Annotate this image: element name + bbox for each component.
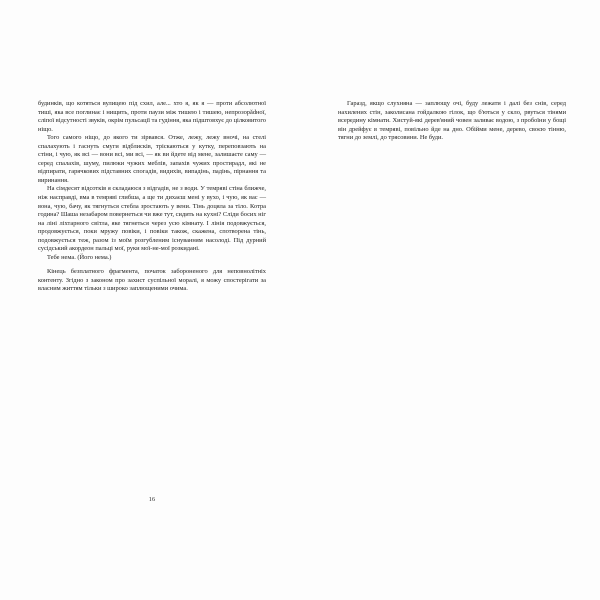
paragraph: Гаразд, якщо слухняна — заплющу очі, буду лежати і далі без снів, серед нахилених стін, заколисана гойдалкою гілок, що б'ються у скло, рвуться тінями всередину кімнати. Хистуй-які дерев'яний човен заливає водою, з пробоїни у бощі він дрейфує в темряві, повільно йде на дно. Обійми мене, дерево, своєю тінню, тягни до землі, до трясовини. Не буди. — [338, 100, 566, 142]
two-column-text-spread — [0, 100, 600, 294]
paragraph: На сімдесят відсотків я складаюся з відгадів, не з води. У темряві стіна ближче, ніж насправді, вма в темряві глибша, а ще ти дихаєш мені у вухо, і чую, як вас — вона, чую, бачу, як тягнуться стебла зростають у вени. Тінь доцяла за тіло. Котра година? Шаша незабаром повернеться чи вже тут, сидить на кухні? Сліди босих ніг на ліні ліхтарного світла, яке тягнеться через усю кімнату. І лінія подовжується, продовжується, поки мружу повіки, і повіки також, скажена, спотворена тінь, подовжується теж, разом із моїм розгубленим існуванням насолоді. Під дурний сусідський акордеон пальці мої, руки мої-не-мої розкидані. — [38, 185, 266, 253]
paragraph: Кінець безплатного фрагмента, початок забороненого для неповнолітніх контенту. Згідно з законом про захист суспільної моралі, я можу спостерігати за власним життям тільки з широко заплющеними очима. — [38, 268, 266, 293]
right-text-column — [338, 100, 566, 294]
paragraph: будинків, що котяться вулицею під схил, але... хто я, як я — проти абсолютної тиші, яка все поглинає і нищить, проти паузи між тишею і тишею, непрозорădної, сліпої відсутності звуків, окрім пульсації та гудіння, яка підштовхує до цілковитого ніщо. — [38, 100, 266, 133]
page-number: 16 — [148, 496, 156, 503]
paragraph: Того самого ніщо, до якого ти зірвався. Отже, лежу, лежу вночі, на стелі спалахують і гаснуть смуги відблисків, тріскаються у кутку, переповзають на стіни, і чую, як всі — вони всі, ми всі, — як ви йдете від мене, залишаєте саму — серед спалахів, шуму, пилюки чужих меблів, запахів чужих простирадл, які не відпирати, гарячкових підставних спогадів, видихів, випадінь, падінь, пірнання та виринання. — [38, 134, 266, 184]
left-text-column — [38, 100, 266, 294]
paragraph: Тебе нема. (Його нема.) — [47, 253, 112, 261]
